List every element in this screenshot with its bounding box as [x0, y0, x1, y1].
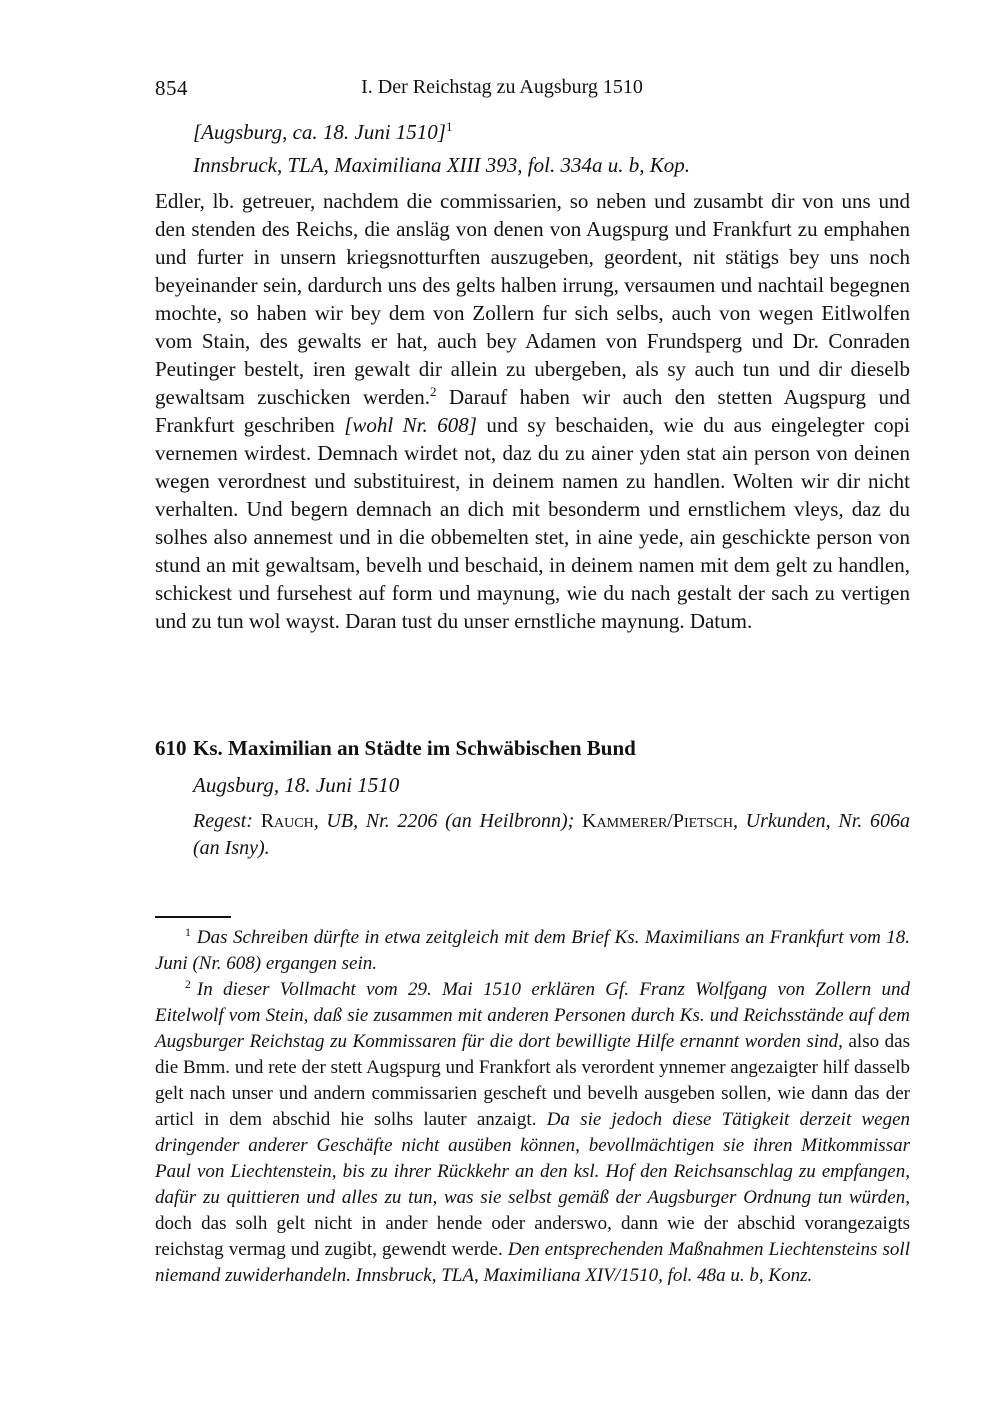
entry-609-dateline-text: [Augsburg, ca. 18. Juni 1510] [193, 120, 446, 144]
footnote-separator-rule [155, 916, 231, 918]
footnote-2-seg-2: also das die Bmm. und rete der stett Augspurg und Frankfort als verordent ynnemer angezaigter hilf dasselb gelt nach unser und andern commissarien gescheft und bevelh ausgeben sollen, wie dann das der articl in dem abschid hie solhs lauter anzaigt. [155, 1031, 910, 1130]
entry-609-dateline [193, 120, 452, 145]
footnote-1-text: Das Schreiben dürfte in etwa zeitgleich mit dem Brief Ks. Maximilians an Frankfurt vom 18. Juni (Nr. 608) ergangen sein. [155, 927, 910, 974]
entry-609-body-paragraph [155, 187, 910, 635]
body-text-part1: Edler, lb. getreuer, nachdem die commissarien, so neben und zusambt dir von uns und den stenden des Reichs, die ansläg von denen von Augspurg und Frankfurt zu emphahen und furter in unsern kriegsnotturften auszugeben, geordent, nit stätigs bey uns noch beyeinander sein, dardurch uns des gelts halben irrung, versaumen und nachtail begegnen mochte, so haben wir bey dem von Zollern fur sich selbs, auch von wegen Eitlwolfen vom Stain, des gewalts er hat, auch bey Adamen von Frundsperg und Dr. Conraden Peutinger bestelt, iren gewalt dir allein zu ubergeben, als sy auch tun und dir dieselb gewaltsam zuschicken werden. [155, 189, 910, 409]
footnote-2-seg-1: In dieser Vollmacht vom 29. Mai 1510 erklären Gf. Franz Wolfgang von Zollern und Eitelwolf vom Stein, daß sie zusammen mit anderen Personen durch Ks. und Reichsstände auf dem Augsburger Reichstag zu Kommissaren für die dort bewilligte Hilfe ernannt worden sind, [155, 979, 910, 1052]
footnote-2-seg-5: Den entsprechenden Maßnahmen Liechtensteins soll niemand zuwiderhandeln. Innsbruck, TLA, Maximiliana XIV/1510, fol. 48a u. b, Konz. [155, 1239, 910, 1286]
regest-label: Regest: [193, 810, 253, 832]
footnote-1 [155, 925, 910, 977]
regest-citation-2: , Urkunden, Nr. 606a (an Isny). [193, 810, 911, 859]
body-text-part2: Darauf haben wir auch den stetten Augspurg und Frankfurt geschriben [155, 385, 910, 437]
footnote-2-marker: 2 [185, 977, 191, 991]
entry-610-dateline: Augsburg, 18. Juni 1510 [193, 773, 400, 797]
footnote-1-marker: 1 [185, 925, 191, 939]
regest-citation-1: , UB, Nr. 2206 (an Heilbronn); [313, 810, 583, 832]
footnote-ref-1: 1 [445, 119, 453, 134]
body-text-part3: und sy beschaiden, wie du aus eingelegter copi vernemen wirdest. Demnach wirdet not, daz du zu ainer yden stat ain person von deinen wegen verordnest und substituirest, in deinem namen zu handlen. Wolten wir dir nicht verhalten. Und begern demnach an dich mit besonderm und ernstlichem vleys, daz du solhes also annemest und in die obbemelten stet, in aine yede, ain geschickte person von stund an mit gewaltsam, bevelh und beschaid, in deinem namen mit dem gelt zu handlen, schickest und fursehest auf form und maynung, wie du nach gestalt der sach zu vertigen und zu tun wol wayst. Daran tust du unser ernstliche maynung. Datum. [155, 413, 910, 633]
page-number: 854 [155, 76, 188, 100]
footnotes-section [155, 916, 910, 1289]
entry-609-source-line: Innsbruck, TLA, Maximiliana XIII 393, fol. 334a u. b, Kop. [193, 153, 690, 177]
footnote-2-seg-3: Da sie jedoch diese Tätigkeit derzeit wegen dringender anderer Geschäfte nicht ausüben können, bevollmächtigen sie ihren Mitkommissar Paul von Liechtenstein, bis zu ihrer Rückkehr an den ksl. Hof den Reichsanschlag zu empfangen, dafür zu quittieren und alles zu tun, was sie selbst gemäß der Augsburger Ordnung tun würden, [155, 1109, 911, 1208]
regest-author-1: Rauch [260, 810, 314, 832]
body-reference-italic: [wohl Nr. 608] [344, 413, 477, 437]
entry-610 [155, 735, 910, 862]
entry-610-heading [155, 735, 910, 761]
regest-author-2: Kammerer/Pietsch [582, 810, 733, 832]
entry-610-number: 610 [155, 736, 187, 760]
footnote-2-seg-4: doch das solh gelt nicht in ander hende oder anderswo, dann wie der abschid vorangezaigts reichstag vermag und zugibt, gewendt werde. [155, 1213, 910, 1260]
entry-610-title: Ks. Maximilian an Städte im Schwäbischen Bund [193, 736, 636, 760]
running-header-title: I. Der Reichstag zu Augsburg 1510 [361, 76, 643, 98]
entry-610-regest [193, 808, 910, 862]
running-head [0, 76, 1004, 104]
footnote-2 [155, 977, 910, 1289]
footnote-ref-2: 2 [430, 384, 437, 399]
